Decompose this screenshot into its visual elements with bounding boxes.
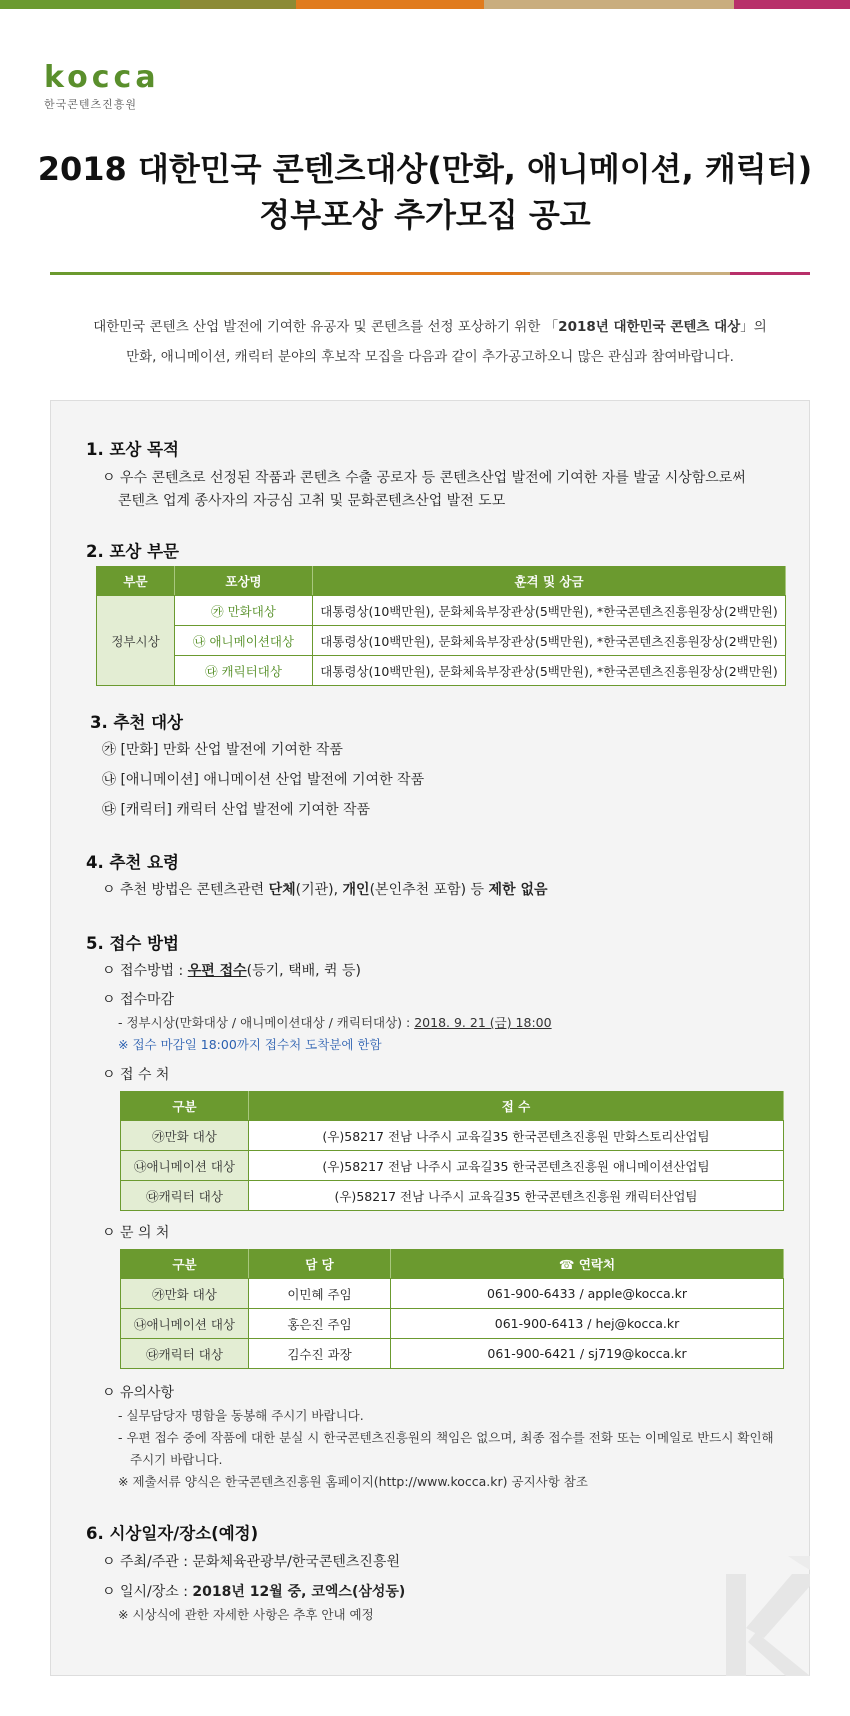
- contact-phone: 061-900-6421 / sj719@kocca.kr: [391, 1339, 784, 1369]
- contact-person: 이민혜 주임: [249, 1279, 391, 1309]
- contact-col-person: 담 당: [249, 1250, 391, 1279]
- s4-individual: 개인: [342, 882, 370, 898]
- s3-item-1: ㉮ [만화] 만화 산업 발전에 기여한 작품: [102, 742, 343, 758]
- kocca-k-watermark-icon: [726, 1556, 810, 1676]
- submission-table: [120, 1091, 784, 1211]
- award-col-name: 포상명: [175, 567, 313, 596]
- s6-date-label: ㅇ 일시/장소 :: [102, 1584, 193, 1600]
- contact-phone: 061-900-6433 / apple@kocca.kr: [391, 1279, 784, 1309]
- contact-phone: 061-900-6413 / hej@kocca.kr: [391, 1309, 784, 1339]
- contact-table-header: [121, 1250, 784, 1279]
- kocca-logo: [44, 60, 160, 114]
- s4-text-3: (기관),: [295, 882, 343, 898]
- award-name-cell: ㉰ 캐릭터대상: [175, 656, 313, 686]
- submission-category: ㉮만화 대상: [121, 1121, 249, 1151]
- submission-address: (우)58217 전남 나주시 교육길35 한국콘텐츠진흥원 애니메이션산업팀: [249, 1151, 784, 1181]
- s6-date: [102, 1581, 405, 1603]
- submission-table-header: [121, 1092, 784, 1121]
- intro-award-name: 2018년 대한민국 콘텐츠 대상: [558, 319, 741, 335]
- s5-deadline-text: - 정부시상(만화대상 / 애니메이션대상 / 캐릭터대상) :: [118, 1015, 415, 1030]
- intro-line-2: 만화, 애니메이션, 캐릭터 분야의 후보작 모집을 다음과 같이 추가공고하오니 많은 관심과 참여바랍니다.: [126, 349, 734, 365]
- award-prize-cell: 대통령상(10백만원), 문화체육부장관상(5백만원), *한국콘텐츠진흥원장상(2백만원): [313, 626, 786, 656]
- submission-address: (우)58217 전남 나주시 교육길35 한국콘텐츠진흥원 캐릭터산업팀: [249, 1181, 784, 1211]
- award-prize-cell: 대통령상(10백만원), 문화체육부장관상(5백만원), *한국콘텐츠진흥원장상(2백만원): [313, 656, 786, 686]
- section-1-heading: 1. 포상 목적: [86, 440, 179, 459]
- s5-deadline: [118, 1013, 552, 1033]
- s5-contact-label: ㅇ 문 의 처: [102, 1225, 170, 1241]
- s5-method-mail: 우편 접수: [187, 963, 247, 979]
- s6-host: ㅇ 주최/주관 : 문화체육관광부/한국콘텐츠진흥원: [102, 1554, 400, 1570]
- table-row: [97, 596, 786, 626]
- s5-deadline-note: ※ 접수 마감일 18:00까지 접수처 도착분에 한함: [118, 1037, 382, 1052]
- table-row: [121, 1339, 784, 1369]
- table-row: [121, 1279, 784, 1309]
- award-table-header: [97, 567, 786, 596]
- table-row: [97, 626, 786, 656]
- s3-item-2: ㉯ [애니메이션] 애니메이션 산업 발전에 기여한 작품: [102, 772, 425, 788]
- s4-group: 단체: [268, 882, 296, 898]
- intro-text: [50, 312, 810, 372]
- contact-category: ㉮만화 대상: [121, 1279, 249, 1309]
- contact-person: 김수진 과장: [249, 1339, 391, 1369]
- contact-category: ㉯애니메이션 대상: [121, 1309, 249, 1339]
- award-prize-cell: 대통령상(10백만원), 문화체육부장관상(5백만원), *한국콘텐츠진흥원장상(2백만원): [313, 596, 786, 626]
- submission-col-address: 접 수: [249, 1092, 784, 1121]
- contact-col-phone: ☎ 연락처: [391, 1250, 784, 1279]
- intro-text-a: 대한민국 콘텐츠 산업 발전에 기여한 유공자 및 콘텐츠를 선정 포상하기 위한 「: [93, 319, 559, 335]
- section-2-heading: 2. 포상 부문: [86, 542, 179, 561]
- table-row: [121, 1309, 784, 1339]
- table-row: [121, 1181, 784, 1211]
- top-color-bar: [0, 0, 850, 9]
- s6-date-value: 2018년 12월 중, 코엑스(삼성동): [192, 1584, 406, 1600]
- submission-category: ㉰캐릭터 대상: [121, 1181, 249, 1211]
- table-row: [97, 656, 786, 686]
- s4-text-1: ㅇ 추천 방법은 콘텐츠관련: [102, 882, 269, 898]
- award-category-cell: 정부시상: [97, 596, 175, 686]
- table-row: [121, 1151, 784, 1181]
- title-divider: [50, 272, 810, 275]
- s3-item-3: ㉰ [캐릭터] 캐릭터 산업 발전에 기여한 작품: [102, 802, 371, 818]
- submission-category: ㉯애니메이션 대상: [121, 1151, 249, 1181]
- submission-col-category: 구분: [121, 1092, 249, 1121]
- award-name-cell: ㉯ 애니메이션대상: [175, 626, 313, 656]
- award-name-cell: ㉮ 만화대상: [175, 596, 313, 626]
- s4-line: [102, 879, 548, 901]
- s5-notes-label: ㅇ 유의사항: [102, 1385, 175, 1401]
- table-row: [121, 1121, 784, 1151]
- contact-col-category: 구분: [121, 1250, 249, 1279]
- s5-method-label: ㅇ 접수방법 :: [102, 963, 188, 979]
- section-6-heading: 6. 시상일자/장소(예정): [86, 1524, 259, 1543]
- contact-person: 홍은진 주임: [249, 1309, 391, 1339]
- s1-line-2: 콘텐츠 업계 종사자의 자긍심 고취 및 문화콘텐츠산업 발전 도모: [118, 493, 506, 509]
- award-col-prize: 훈격 및 상금: [313, 567, 786, 596]
- s5-method: [102, 960, 361, 982]
- logo-wordmark: kocca: [44, 60, 160, 95]
- award-col-category: 부문: [97, 567, 175, 596]
- page-title: [0, 146, 850, 238]
- title-line-2: 정부포상 추가모집 공고: [259, 196, 591, 234]
- section-3-heading: 3. 추천 대상: [90, 713, 183, 732]
- section-4-heading: 4. 추천 요령: [86, 853, 179, 872]
- s5-deadline-label: ㅇ 접수마감: [102, 992, 175, 1008]
- s5-place-label: ㅇ 접 수 처: [102, 1067, 170, 1083]
- intro-text-c: 」의: [740, 319, 767, 335]
- section-5-heading: 5. 접수 방법: [86, 934, 179, 953]
- s1-line-1: ㅇ 우수 콘텐츠로 선정된 작품과 콘텐츠 수출 공로자 등 콘텐츠산업 발전에 기여한 자를 발굴 시상함으로써: [102, 470, 746, 486]
- contact-table: [120, 1249, 784, 1369]
- intro-line-1: [50, 312, 810, 342]
- award-table: [96, 566, 786, 686]
- s5-deadline-date: 2018. 9. 21 (금) 18:00: [414, 1015, 552, 1030]
- s5-method-detail: (등기, 택배, 퀵 등): [246, 963, 361, 979]
- s5-note-3: ※ 제출서류 양식은 한국콘텐츠진흥원 홈페이지(http://www.kocca.kr) 공지사항 참조: [118, 1474, 588, 1489]
- s4-text-5: (본인추천 포함) 등: [369, 882, 489, 898]
- s5-note-2: - 우편 접수 중에 작품에 대한 분실 시 한국콘텐츠진흥원의 책임은 없으며, 최종 접수를 전화 또는 이메일로 반드시 확인해: [118, 1430, 774, 1445]
- s4-no-limit: 제한 없음: [488, 882, 548, 898]
- s5-note-1: - 실무담당자 명함을 동봉해 주시기 바랍니다.: [118, 1408, 364, 1423]
- submission-address: (우)58217 전남 나주시 교육길35 한국콘텐츠진흥원 만화스토리산업팀: [249, 1121, 784, 1151]
- s5-note-2b: 주시기 바랍니다.: [130, 1452, 223, 1467]
- s6-date-note: ※ 시상식에 관한 자세한 사항은 추후 안내 예정: [118, 1607, 374, 1622]
- contact-category: ㉰캐릭터 대상: [121, 1339, 249, 1369]
- logo-subtitle: 한국콘텐츠진흥원: [44, 98, 138, 111]
- title-line-1: 2018 대한민국 콘텐츠대상(만화, 애니메이션, 캐릭터): [37, 150, 813, 188]
